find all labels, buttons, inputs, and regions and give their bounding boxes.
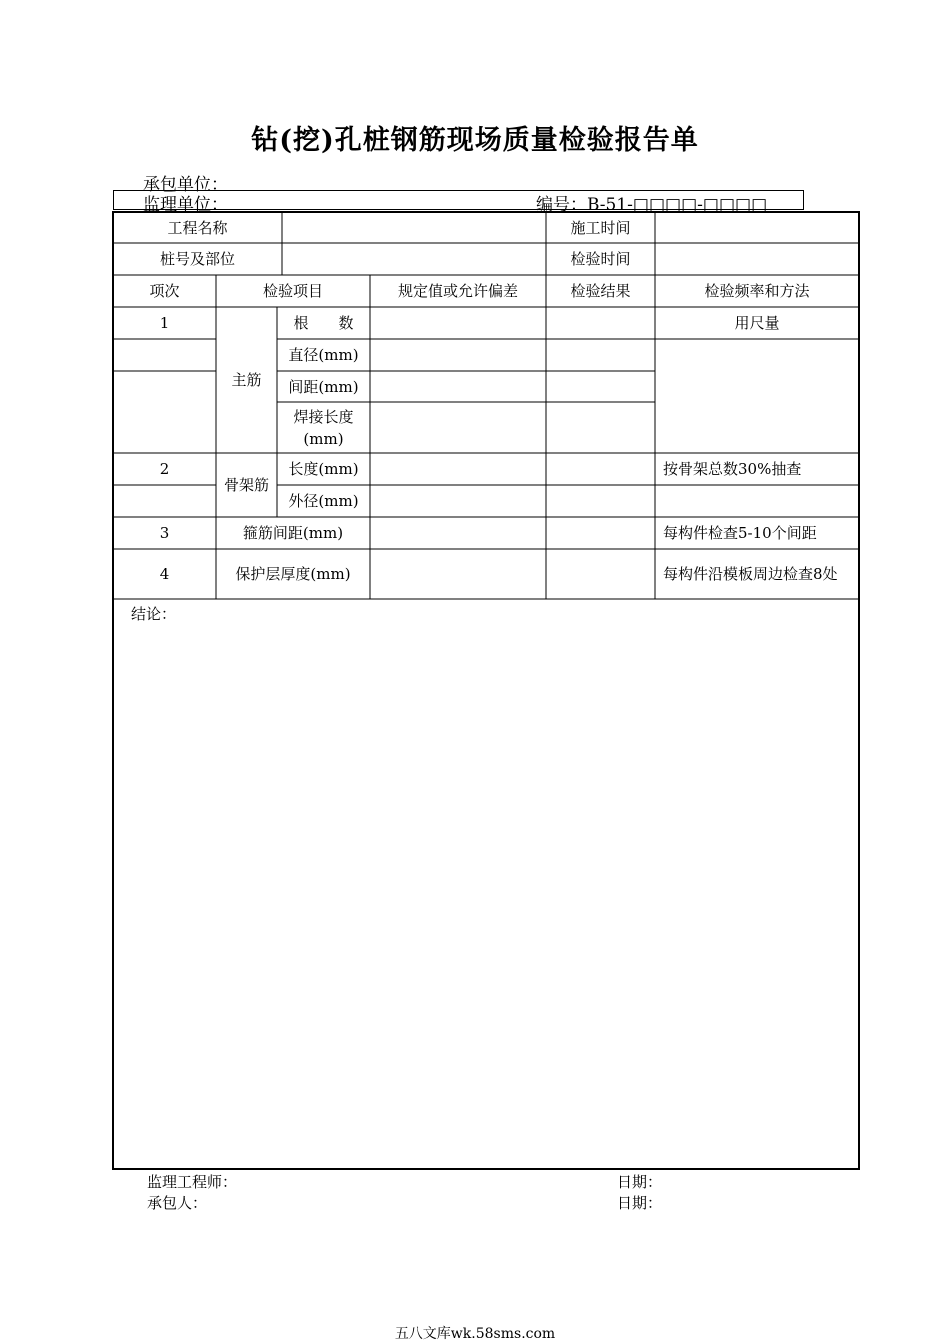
contractor-unit-label: 承包单位： [143, 175, 228, 195]
inspection-time-label: 检验时间 [570, 250, 631, 268]
row-method: 每构件沿模板周边检查8处 [663, 565, 838, 583]
supervisor-unit-label: 监理单位： [143, 195, 228, 215]
column-header-item: 检验项目 [262, 282, 323, 300]
column-header-tolerance: 规定值或允许偏差 [397, 282, 518, 300]
watermark-text: 五八文库wk.58sms.com [394, 1326, 556, 1342]
pile-location-label: 桩号及部位 [159, 250, 235, 268]
project-name-label: 工程名称 [167, 218, 228, 237]
row-item: 保护层厚度(mm) [235, 565, 351, 583]
group-skeleton-rebar: 骨架筋 [223, 476, 269, 494]
row-item: 间距(mm) [288, 377, 359, 396]
group-main-rebar: 主筋 [231, 371, 262, 389]
code-number-label: 编号：B-51-□□□□-□□□□ [536, 195, 768, 215]
supervising-engineer-label: 监理工程师： [147, 1173, 238, 1191]
construction-time-label: 施工时间 [570, 218, 631, 237]
row-method: 每构件检查5-10个间距 [663, 524, 817, 542]
conclusion-label: 结论： [131, 605, 177, 623]
row-item: 直径(mm) [288, 346, 359, 364]
row-number: 2 [159, 460, 170, 478]
row-item: 根 数 [293, 314, 354, 332]
date-label: 日期： [617, 1173, 663, 1191]
column-header-no: 项次 [149, 282, 180, 300]
row-number: 3 [159, 524, 170, 542]
date-label: 日期： [617, 1194, 663, 1212]
row-number: 4 [159, 565, 170, 583]
contractor-person-label: 承包人： [147, 1194, 208, 1212]
row-item: 焊接长度(mm) [293, 407, 354, 448]
row-method: 用尺量 [734, 314, 780, 332]
row-method: 按骨架总数30%抽查 [663, 460, 802, 478]
page-title: 钻(挖)孔桩钢筋现场质量检验报告单 [251, 125, 699, 156]
row-item: 箍筋间距(mm) [242, 524, 344, 542]
column-header-method: 检验频率和方法 [704, 282, 810, 300]
column-header-result: 检验结果 [570, 282, 631, 300]
row-item: 长度(mm) [288, 460, 359, 478]
row-item: 外径(mm) [288, 492, 359, 510]
row-number: 1 [159, 314, 170, 332]
